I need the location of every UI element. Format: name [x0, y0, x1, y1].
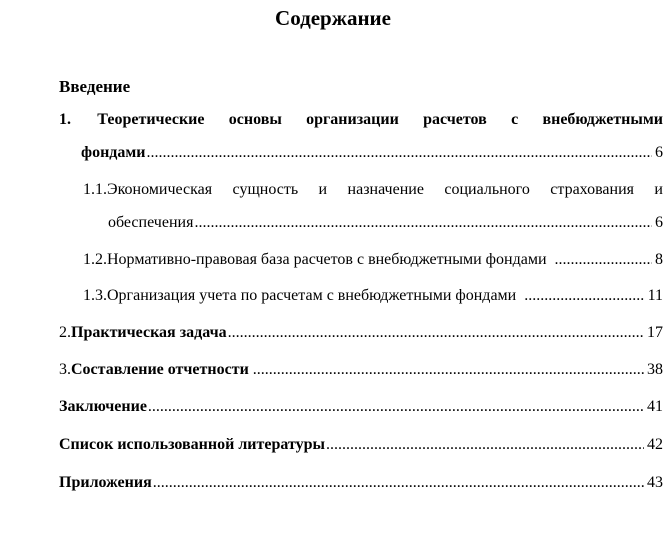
toc-entry-3[interactable]: [59, 359, 663, 381]
toc-entry-number: 1.1.: [83, 181, 107, 198]
toc-leader-dots: [555, 249, 653, 271]
toc-leader-dots: [153, 472, 644, 494]
toc-entry-title: Организация учета по расчетам с внебюджетными фондами: [107, 287, 517, 304]
toc-entry-title: Теоретические основы организации расчетов с внебюджетными: [97, 111, 664, 128]
toc-entry-1-3[interactable]: [83, 285, 663, 307]
toc-page-number: 38: [647, 361, 663, 378]
toc-leader-dots: [524, 285, 644, 307]
toc-entry-title: Заключение: [59, 398, 147, 415]
toc-entry-title: Приложения: [59, 474, 152, 491]
toc-entry-title: Практическая задача: [71, 324, 227, 341]
toc-page-number: 41: [647, 398, 663, 415]
toc-entry-title-continued: фондами: [81, 144, 146, 161]
toc-entry-bibliography[interactable]: [59, 434, 663, 456]
toc-entry-number: 3.: [59, 361, 71, 378]
toc-page-number: 11: [647, 287, 663, 304]
toc-intro-heading: Введение: [59, 77, 131, 96]
toc-entry-title: Экономическая сущность и назначение социального страхования и: [107, 181, 663, 198]
toc-entry-number: 1.2.: [83, 251, 107, 268]
toc-entry-1-2[interactable]: [83, 249, 663, 271]
toc-page-number: 42: [647, 436, 663, 453]
toc-page-number: 6: [655, 214, 663, 231]
toc-leader-dots: [228, 322, 644, 344]
toc-entry-conclusion[interactable]: [59, 396, 663, 418]
toc-entry-appendices[interactable]: [59, 472, 663, 494]
toc-leader-dots: [148, 396, 644, 418]
toc-entry-number: 1.3.: [83, 287, 107, 304]
toc-entry-title: Составление отчетности: [71, 361, 249, 378]
toc-leader-dots: [194, 212, 652, 234]
page-title: Содержание: [275, 6, 391, 30]
toc-leader-dots: [326, 434, 644, 456]
toc-leader-dots: [253, 359, 644, 381]
toc-page-number: 17: [647, 324, 663, 341]
toc-entry-number: 2.: [59, 324, 71, 341]
toc-entry-title-continued: обеспечения: [108, 214, 194, 231]
toc-leader-dots: [147, 142, 653, 164]
toc-entry-number: 1.: [59, 111, 71, 128]
toc-entry-2[interactable]: [59, 322, 663, 344]
toc-page-number: 8: [655, 251, 663, 268]
toc-page-number: 6: [655, 144, 663, 161]
toc-page-number: 43: [647, 474, 663, 491]
toc-entry-title: Список использованной литературы: [59, 436, 325, 453]
toc-entry-title: Нормативно-правовая база расчетов с внебюджетными фондами: [107, 251, 547, 268]
